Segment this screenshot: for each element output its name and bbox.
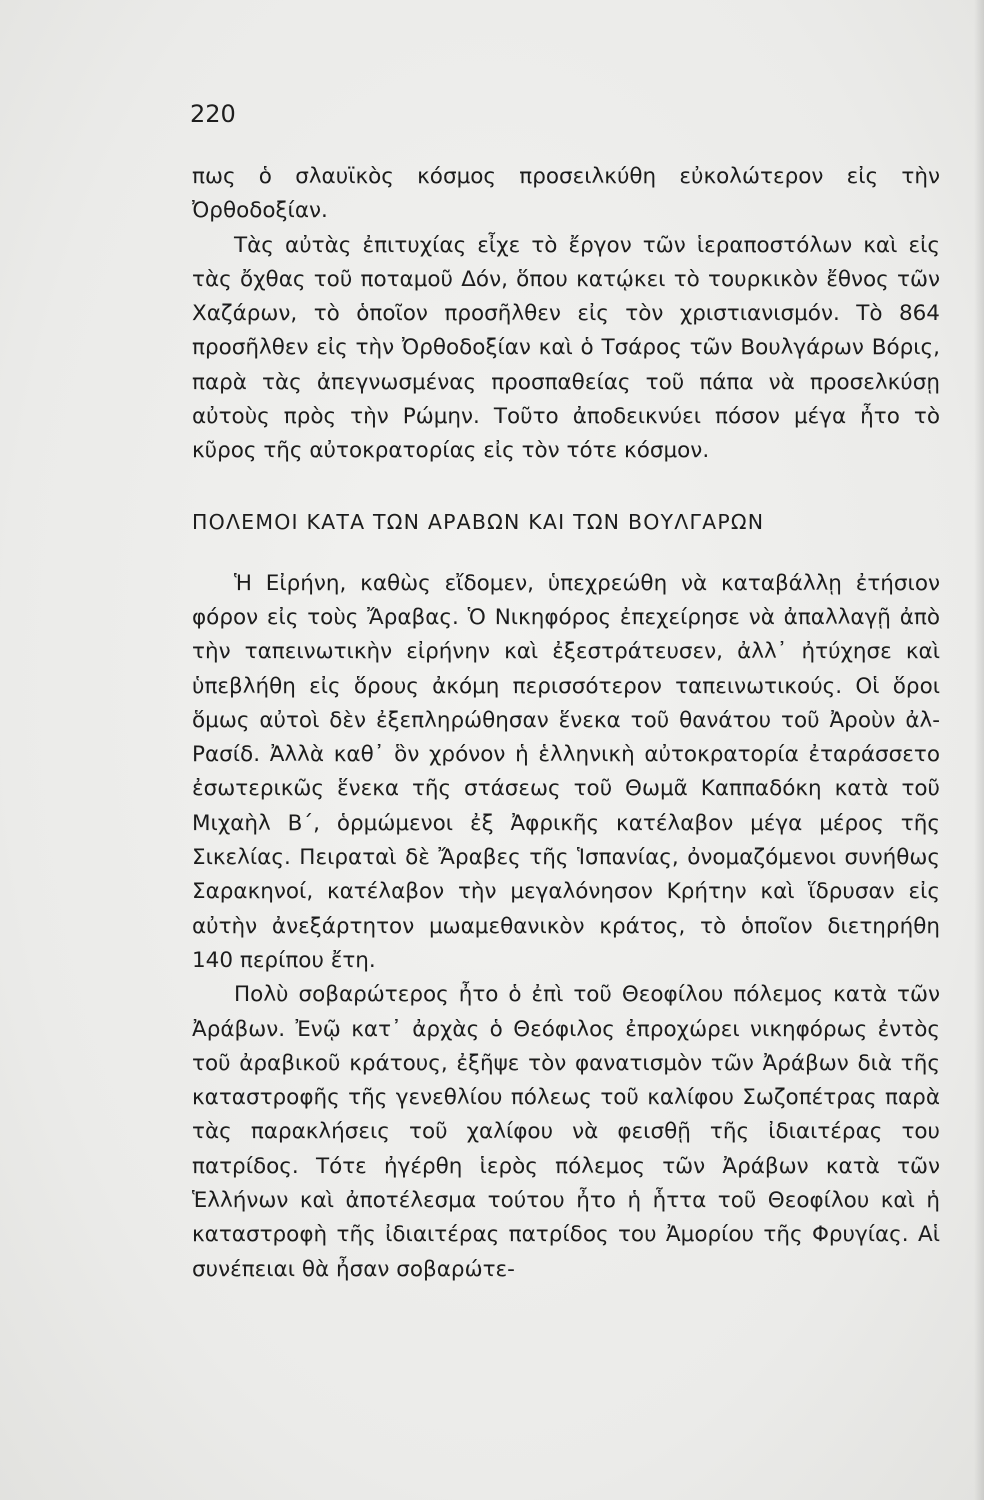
page-edge-shadow	[974, 0, 984, 1500]
paragraph-theophilos-war: Πολὺ σοβαρώτερος ἦτο ὁ ἐπὶ τοῦ Θεοφίλου πόλεμος κατὰ τῶν Ἀράβων. Ἐνῷ κατ᾽ ἀρχὰς ὁ Θεόφιλος ἐπροχώρει νικηφόρως ἐντὸς τοῦ ἀραβικοῦ κράτους, ἐξῆψε τὸν φανατισμὸν τῶν Ἀράβων διὰ τῆς καταστροφῆς τῆς γενεθλίου πόλεως τοῦ καλίφου Σωζοπέτρας παρὰ τὰς παρακλήσεις τοῦ χαλίφου νὰ φεισθῇ τῆς ἰδιαιτέρας του πατρίδος. Τότε ἠγέρθη ἱερὸς πόλεμος τῶν Ἀράβων κατὰ τῶν Ἑλλήνων καὶ ἀποτέλεσμα τούτου ἦτο ἡ ἧττα τοῦ Θεοφίλου καὶ ἡ καταστροφὴ τῆς ἰδιαιτέρας πατρίδος του Ἀμορίου τῆς Φρυγίας. Αἱ συνέπειαι θὰ ἦσαν σοβαρώτε-	[192, 982, 940, 1282]
section-heading: ΠΟΛΕΜΟΙ ΚΑΤΑ ΤΩΝ ΑΡΑΒΩΝ ΚΑΙ ΤΩΝ ΒΟΥΛΓΑΡΩΝ	[192, 509, 765, 534]
paragraph-missions: Τὰς αὐτὰς ἐπιτυχίας εἶχε τὸ ἔργον τῶν ἱεραποστόλων καὶ εἰς τὰς ὄχθας τοῦ ποταμοῦ Δόν, ὅπου κατῴκει τὸ τουρκικὸν ἔθνος τῶν Χαζάρων, τὸ ὁποῖον προσῆλθεν εἰς τὸν χριστιανισμόν. Τὸ 864 προσῆλθεν εἰς τὴν Ὀρθοδοξίαν καὶ ὁ Τσάρος τῶν Βουλγάρων Βόρις, παρὰ τὰς ἀπεγνωσμένας προσπαθείας τοῦ πάπα νὰ προσελκύσῃ αὐτοὺς πρὸς τὴν Ρώμην. Τοῦτο ἀποδεικνύει πόσον μέγα ἦτο τὸ κῦρος τῆς αὐτοκρατορίας εἰς τὸν τότε κόσμον.	[192, 232, 940, 464]
page-number: 220	[190, 100, 236, 128]
paragraph-irene-arabs: Ἡ Εἰρήνη, καθὼς εἴδομεν, ὑπεχρεώθη νὰ καταβάλλῃ ἐτήσιον φόρον εἰς τοὺς Ἄραβας. Ὁ Νικηφόρος ἐπεχείρησε νὰ ἀπαλλαγῇ ἀπὸ τὴν ταπεινωτικὴν εἰρήνην καὶ ἐξεστράτευσεν, ἀλλ᾽ ἠτύχησε καὶ ὑπεβλήθη εἰς ὅρους ἀκόμη περισσότερον ταπεινωτικούς. Οἱ ὅροι ὅμως αὐτοὶ δὲν ἐξεπληρώθησαν ἕνεκα τοῦ θανάτου τοῦ Ἀροὺν ἀλ-Ρασίδ. Ἀλλὰ καθ᾽ ὃν χρόνον ἡ ἑλληνικὴ αὐτοκρατορία ἐταράσσετο ἐσωτερικῶς ἕνεκα τῆς στάσεως τοῦ Θωμᾶ Καππαδόκη κατὰ τοῦ Μιχαὴλ Β΄, ὁρμώμενοι ἐξ Ἀφρικῆς κατέλαβον μέγα μέρος τῆς Σικελίας. Πειραταὶ δὲ Ἄραβες τῆς Ἱσπανίας, ὀνομαζόμενοι συνήθως Σαρακηνοί, κατέλαβον τὴν μεγαλόνησον Κρήτην καὶ ἵδρυσαν εἰς αὐτὴν ἀνεξάρτητον μωαμεθανικὸν κράτος, τὸ ὁποῖον διετηρήθη 140 περίπου ἔτη.	[192, 570, 940, 973]
body-text	[192, 160, 940, 1287]
paragraph-continuation: πως ὁ σλαυϊκὸς κόσμος προσειλκύθη εὐκολώτερον εἰς τὴν Ὀρθοδοξίαν.	[192, 164, 940, 224]
